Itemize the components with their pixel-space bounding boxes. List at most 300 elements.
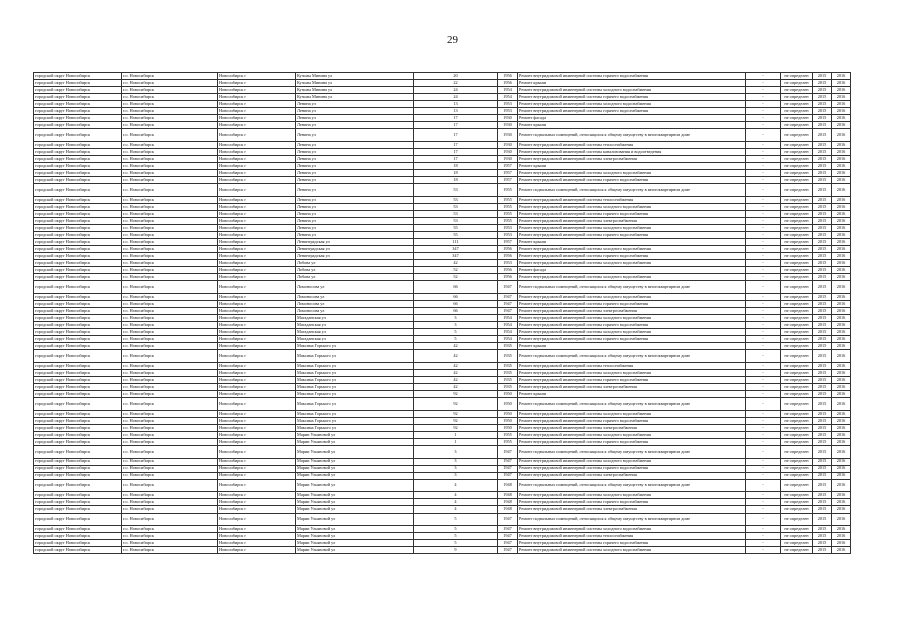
district-cell: г.о. Новосибирск — [122, 458, 218, 465]
end-year-cell: 2016 — [832, 308, 851, 315]
district-cell: г.о. Новосибирск — [122, 417, 218, 424]
work-type-cell: Ремонт внутридомовой инженерной системы горячего водоснабжения — [518, 417, 746, 424]
work-type-cell: Ремонт подвальных помещений, относящихся к общему имуществу в многоквартирном доме — [518, 184, 746, 197]
table-row — [34, 431, 851, 438]
contractor-cell: не определен — [781, 217, 813, 224]
table-row — [34, 281, 851, 294]
house-number-cell: 13 — [414, 101, 498, 108]
year-built-cell: 1930 — [498, 141, 518, 148]
municipality-cell: городской округ Новосибирск — [34, 362, 122, 369]
table-row — [34, 129, 851, 142]
municipality-cell: городской округ Новосибирск — [34, 492, 122, 499]
work-type-cell: Ремонт внутридомовой инженерной системы горячего водоснабжения — [518, 94, 746, 101]
start-year-cell: 2015 — [813, 315, 832, 322]
house-number-cell: 53 — [414, 184, 498, 197]
table-row — [34, 170, 851, 177]
start-year-cell: 2015 — [813, 246, 832, 253]
end-year-cell: 2016 — [832, 391, 851, 398]
end-year-cell: 2016 — [832, 301, 851, 308]
municipality-cell: городской округ Новосибирск — [34, 479, 122, 492]
year-built-cell: 1947 — [498, 446, 518, 459]
work-type-cell: Ремонт внутридомовой инженерной системы холодного водоснабжения — [518, 294, 746, 301]
contractor-cell: не определен — [781, 384, 813, 391]
year-built-cell: 1930 — [498, 129, 518, 142]
house-number-cell: 13 — [414, 108, 498, 115]
end-year-cell: 2016 — [832, 163, 851, 170]
contractor-cell: не определен — [781, 526, 813, 533]
street-cell: Ленина ул — [296, 129, 414, 142]
house-number-cell: 52 — [414, 267, 498, 274]
table-row — [34, 177, 851, 184]
municipality-cell: городской округ Новосибирск — [34, 513, 122, 526]
year-built-cell: 1947 — [498, 308, 518, 315]
contractor-cell: не определен — [781, 424, 813, 431]
start-year-cell: 2015 — [813, 370, 832, 377]
table-row — [34, 458, 851, 465]
table-row — [34, 87, 851, 94]
work-type-cell: Ремонт внутридомовой инженерной системы электроснабжения — [518, 506, 746, 513]
house-number-cell: 17 — [414, 122, 498, 129]
end-year-cell: 2016 — [832, 87, 851, 94]
district-cell: г.о. Новосибирск — [122, 336, 218, 343]
contractor-cell: не определен — [781, 141, 813, 148]
start-year-cell: 2015 — [813, 329, 832, 336]
cost-cell: - — [746, 184, 781, 197]
year-built-cell: 1947 — [498, 533, 518, 540]
contractor-cell: не определен — [781, 398, 813, 411]
municipality-cell: городской округ Новосибирск — [34, 438, 122, 445]
district-cell: г.о. Новосибирск — [122, 253, 218, 260]
contractor-cell: не определен — [781, 177, 813, 184]
end-year-cell: 2016 — [832, 196, 851, 203]
start-year-cell: 2015 — [813, 479, 832, 492]
start-year-cell: 2015 — [813, 336, 832, 343]
municipality-cell: городской округ Новосибирск — [34, 163, 122, 170]
work-type-cell: Ремонт внутридомовой инженерной системы теплоснабжения — [518, 141, 746, 148]
house-number-cell: 24 — [414, 87, 498, 94]
cost-cell: - — [746, 398, 781, 411]
end-year-cell: 2016 — [832, 533, 851, 540]
end-year-cell: 2016 — [832, 210, 851, 217]
cost-cell: - — [746, 267, 781, 274]
cost-cell: - — [746, 253, 781, 260]
street-cell: Ленина ул — [296, 163, 414, 170]
city-cell: Новосибирск г — [218, 513, 296, 526]
cost-cell: - — [746, 246, 781, 253]
city-cell: Новосибирск г — [218, 322, 296, 329]
street-cell: Марии Ульяновой ул — [296, 526, 414, 533]
start-year-cell: 2015 — [813, 80, 832, 87]
year-built-cell: 1954 — [498, 87, 518, 94]
end-year-cell: 2016 — [832, 232, 851, 239]
cost-cell: - — [746, 101, 781, 108]
city-cell: Новосибирск г — [218, 115, 296, 122]
start-year-cell: 2015 — [813, 410, 832, 417]
end-year-cell: 2016 — [832, 315, 851, 322]
city-cell: Новосибирск г — [218, 232, 296, 239]
cost-cell: - — [746, 499, 781, 506]
end-year-cell: 2016 — [832, 149, 851, 156]
house-number-cell: 66 — [414, 281, 498, 294]
table-row — [34, 294, 851, 301]
street-cell: Марии Ульяновой ул — [296, 446, 414, 459]
year-built-cell: 1953 — [498, 232, 518, 239]
district-cell: г.о. Новосибирск — [122, 315, 218, 322]
street-cell: Марии Ульяновой ул — [296, 492, 414, 499]
start-year-cell: 2015 — [813, 129, 832, 142]
district-cell: г.о. Новосибирск — [122, 115, 218, 122]
district-cell: г.о. Новосибирск — [122, 94, 218, 101]
work-type-cell: Ремонт подвальных помещений, относящихся к общему имуществу в многоквартирном доме — [518, 446, 746, 459]
street-cell: Максима Горького ул — [296, 410, 414, 417]
table-row — [34, 479, 851, 492]
cost-cell: - — [746, 163, 781, 170]
contractor-cell: не определен — [781, 513, 813, 526]
city-cell: Новосибирск г — [218, 350, 296, 363]
table-row — [34, 391, 851, 398]
year-built-cell: 1950 — [498, 424, 518, 431]
street-cell: Марии Ульяновой ул — [296, 540, 414, 547]
start-year-cell: 2015 — [813, 465, 832, 472]
house-number-cell: 18 — [414, 177, 498, 184]
cost-cell: - — [746, 526, 781, 533]
work-type-cell: Ремонт внутридомовой инженерной системы холодного водоснабжения — [518, 260, 746, 267]
municipality-cell: городской округ Новосибирск — [34, 122, 122, 129]
year-built-cell: 1947 — [498, 458, 518, 465]
city-cell: Новосибирск г — [218, 336, 296, 343]
start-year-cell: 2015 — [813, 217, 832, 224]
start-year-cell: 2015 — [813, 122, 832, 129]
start-year-cell: 2015 — [813, 203, 832, 210]
work-type-cell: Ремонт подвальных помещений, относящихся к общему имуществу в многоквартирном доме — [518, 513, 746, 526]
district-cell: г.о. Новосибирск — [122, 547, 218, 554]
street-cell: Максима Горького ул — [296, 370, 414, 377]
district-cell: г.о. Новосибирск — [122, 308, 218, 315]
district-cell: г.о. Новосибирск — [122, 540, 218, 547]
work-type-cell: Ремонт внутридомовой инженерной системы горячего водоснабжения — [518, 253, 746, 260]
district-cell: г.о. Новосибирск — [122, 329, 218, 336]
contractor-cell: не определен — [781, 540, 813, 547]
work-type-cell: Ремонт внутридомовой инженерной системы электроснабжения — [518, 384, 746, 391]
start-year-cell: 2015 — [813, 301, 832, 308]
table-row — [34, 301, 851, 308]
district-cell: г.о. Новосибирск — [122, 260, 218, 267]
work-type-cell: Ремонт внутридомовой инженерной системы электроснабжения — [518, 424, 746, 431]
contractor-cell: не определен — [781, 499, 813, 506]
work-type-cell: Ремонт внутридомовой инженерной системы теплоснабжения — [518, 362, 746, 369]
year-built-cell: 1955 — [498, 210, 518, 217]
cost-cell: - — [746, 391, 781, 398]
cost-cell: - — [746, 149, 781, 156]
start-year-cell: 2015 — [813, 343, 832, 350]
end-year-cell: 2016 — [832, 417, 851, 424]
city-cell: Новосибирск г — [218, 163, 296, 170]
house-number-cell: 92 — [414, 410, 498, 417]
table-row — [34, 472, 851, 479]
cost-cell: - — [746, 513, 781, 526]
house-number-cell: 66 — [414, 301, 498, 308]
house-number-cell: 1 — [414, 431, 498, 438]
contractor-cell: не определен — [781, 170, 813, 177]
table-row — [34, 274, 851, 281]
municipality-cell: городской округ Новосибирск — [34, 384, 122, 391]
year-built-cell: 1935 — [498, 377, 518, 384]
end-year-cell: 2016 — [832, 246, 851, 253]
district-cell: г.о. Новосибирск — [122, 217, 218, 224]
street-cell: Марии Ульяновой ул — [296, 438, 414, 445]
house-number-cell: 4 — [414, 479, 498, 492]
start-year-cell: 2015 — [813, 87, 832, 94]
contractor-cell: не определен — [781, 362, 813, 369]
end-year-cell: 2016 — [832, 343, 851, 350]
house-number-cell: 5 — [414, 329, 498, 336]
work-type-cell: Ремонт крыши — [518, 122, 746, 129]
work-type-cell: Ремонт внутридомовой инженерной системы горячего водоснабжения — [518, 108, 746, 115]
cost-cell: - — [746, 210, 781, 217]
street-cell: Кузьмы Минина ул — [296, 73, 414, 80]
start-year-cell: 2015 — [813, 533, 832, 540]
year-built-cell: 1953 — [498, 225, 518, 232]
street-cell: Марии Ульяновой ул — [296, 465, 414, 472]
year-built-cell: 1947 — [498, 465, 518, 472]
cost-cell: - — [746, 465, 781, 472]
work-type-cell: Ремонт внутридомовой инженерной системы холодного водоснабжения — [518, 101, 746, 108]
city-cell: Новосибирск г — [218, 149, 296, 156]
cost-cell: - — [746, 362, 781, 369]
table-row — [34, 526, 851, 533]
table-row — [34, 115, 851, 122]
start-year-cell: 2015 — [813, 260, 832, 267]
end-year-cell: 2016 — [832, 156, 851, 163]
street-cell: Ленинградская ул — [296, 253, 414, 260]
end-year-cell: 2016 — [832, 329, 851, 336]
cost-cell: - — [746, 446, 781, 459]
year-built-cell: 1950 — [498, 410, 518, 417]
district-cell: г.о. Новосибирск — [122, 170, 218, 177]
table-row — [34, 329, 851, 336]
street-cell: Максима Горького ул — [296, 384, 414, 391]
municipality-cell: городской округ Новосибирск — [34, 391, 122, 398]
contractor-cell: не определен — [781, 446, 813, 459]
start-year-cell: 2015 — [813, 281, 832, 294]
municipality-cell: городской округ Новосибирск — [34, 526, 122, 533]
table-row — [34, 362, 851, 369]
city-cell: Новосибирск г — [218, 308, 296, 315]
city-cell: Новосибирск г — [218, 101, 296, 108]
work-type-cell: Ремонт внутридомовой инженерной системы холодного водоснабжения — [518, 203, 746, 210]
year-built-cell: 1948 — [498, 492, 518, 499]
start-year-cell: 2015 — [813, 101, 832, 108]
table-row — [34, 377, 851, 384]
street-cell: Максима Горького ул — [296, 398, 414, 411]
city-cell: Новосибирск г — [218, 465, 296, 472]
start-year-cell: 2015 — [813, 506, 832, 513]
district-cell: г.о. Новосибирск — [122, 274, 218, 281]
city-cell: Новосибирск г — [218, 267, 296, 274]
year-built-cell: 1947 — [498, 294, 518, 301]
cost-cell: - — [746, 232, 781, 239]
table-body — [34, 73, 851, 554]
district-cell: г.о. Новосибирск — [122, 377, 218, 384]
street-cell: Ломоносова ул — [296, 308, 414, 315]
municipality-cell: городской округ Новосибирск — [34, 533, 122, 540]
street-cell: Ленина ул — [296, 108, 414, 115]
end-year-cell: 2016 — [832, 73, 851, 80]
city-cell: Новосибирск г — [218, 417, 296, 424]
street-cell: Лобова ул — [296, 260, 414, 267]
work-type-cell: Ремонт внутридомовой инженерной системы холодного водоснабжения — [518, 526, 746, 533]
contractor-cell: не определен — [781, 225, 813, 232]
district-cell: г.о. Новосибирск — [122, 492, 218, 499]
cost-cell: - — [746, 540, 781, 547]
table-row — [34, 80, 851, 87]
table-row — [34, 217, 851, 224]
street-cell: Марии Ульяновой ул — [296, 472, 414, 479]
year-built-cell: 1950 — [498, 398, 518, 411]
street-cell: Ленина ул — [296, 203, 414, 210]
work-type-cell: Ремонт внутридомовой инженерной системы горячего водоснабжения — [518, 301, 746, 308]
street-cell: Магаданская ул — [296, 322, 414, 329]
year-built-cell: 1947 — [498, 547, 518, 554]
table-row — [34, 203, 851, 210]
house-number-cell: 17 — [414, 115, 498, 122]
contractor-cell: не определен — [781, 294, 813, 301]
end-year-cell: 2016 — [832, 513, 851, 526]
contractor-cell: не определен — [781, 329, 813, 336]
contractor-cell: не определен — [781, 156, 813, 163]
year-built-cell: 1948 — [498, 499, 518, 506]
table-row — [34, 122, 851, 129]
contractor-cell: не определен — [781, 80, 813, 87]
cost-cell: - — [746, 492, 781, 499]
cost-cell: - — [746, 203, 781, 210]
year-built-cell: 1953 — [498, 101, 518, 108]
year-built-cell: 1948 — [498, 506, 518, 513]
municipality-cell: городской округ Новосибирск — [34, 141, 122, 148]
end-year-cell: 2016 — [832, 294, 851, 301]
page-number: 29 — [447, 34, 458, 46]
table-row — [34, 108, 851, 115]
municipality-cell: городской округ Новосибирск — [34, 350, 122, 363]
work-type-cell: Ремонт внутридомовой инженерной системы горячего водоснабжения — [518, 177, 746, 184]
district-cell: г.о. Новосибирск — [122, 122, 218, 129]
end-year-cell: 2016 — [832, 362, 851, 369]
house-number-cell: 1 — [414, 438, 498, 445]
city-cell: Новосибирск г — [218, 210, 296, 217]
municipality-cell: городской округ Новосибирск — [34, 410, 122, 417]
table-row — [34, 260, 851, 267]
start-year-cell: 2015 — [813, 350, 832, 363]
contractor-cell: не определен — [781, 246, 813, 253]
municipality-cell: городской округ Новосибирск — [34, 80, 122, 87]
street-cell: Ломоносова ул — [296, 294, 414, 301]
municipality-cell: городской округ Новосибирск — [34, 225, 122, 232]
street-cell: Лобова ул — [296, 274, 414, 281]
street-cell: Ленина ул — [296, 225, 414, 232]
street-cell: Ломоносова ул — [296, 281, 414, 294]
start-year-cell: 2015 — [813, 73, 832, 80]
house-number-cell: 66 — [414, 308, 498, 315]
year-built-cell: 1935 — [498, 384, 518, 391]
house-number-cell: 5 — [414, 526, 498, 533]
house-number-cell: 3 — [414, 446, 498, 459]
municipality-cell: городской округ Новосибирск — [34, 446, 122, 459]
start-year-cell: 2015 — [813, 540, 832, 547]
municipality-cell: городской округ Новосибирск — [34, 417, 122, 424]
street-cell: Ленина ул — [296, 217, 414, 224]
contractor-cell: не определен — [781, 492, 813, 499]
work-type-cell: Ремонт внутридомовой инженерной системы холодного водоснабжения — [518, 492, 746, 499]
work-type-cell: Ремонт внутридомовой инженерной системы холодного водоснабжения — [518, 547, 746, 554]
table-row — [34, 184, 851, 197]
district-cell: г.о. Новосибирск — [122, 225, 218, 232]
street-cell: Ленина ул — [296, 149, 414, 156]
table-row — [34, 253, 851, 260]
city-cell: Новосибирск г — [218, 384, 296, 391]
house-number-cell: 17 — [414, 156, 498, 163]
table-row — [34, 513, 851, 526]
cost-cell: - — [746, 506, 781, 513]
work-type-cell: Ремонт внутридомовой инженерной системы холодного водоснабжения — [518, 315, 746, 322]
city-cell: Новосибирск г — [218, 122, 296, 129]
house-number-cell: 53 — [414, 217, 498, 224]
work-type-cell: Ремонт подвальных помещений, относящихся к общему имуществу в многоквартирном доме — [518, 398, 746, 411]
municipality-cell: городской округ Новосибирск — [34, 203, 122, 210]
municipality-cell: городской округ Новосибирск — [34, 465, 122, 472]
city-cell: Новосибирск г — [218, 239, 296, 246]
table-row — [34, 446, 851, 459]
cost-cell: - — [746, 73, 781, 80]
municipality-cell: городской округ Новосибирск — [34, 156, 122, 163]
street-cell: Ленина ул — [296, 122, 414, 129]
table-row — [34, 156, 851, 163]
house-number-cell: 55 — [414, 232, 498, 239]
end-year-cell: 2016 — [832, 377, 851, 384]
district-cell: г.о. Новосибирск — [122, 177, 218, 184]
house-number-cell: 55 — [414, 225, 498, 232]
house-number-cell: 111 — [414, 239, 498, 246]
year-built-cell: 1930 — [498, 115, 518, 122]
end-year-cell: 2016 — [832, 336, 851, 343]
cost-cell: - — [746, 217, 781, 224]
year-built-cell: 1935 — [498, 343, 518, 350]
cost-cell: - — [746, 260, 781, 267]
table-row — [34, 141, 851, 148]
cost-cell: - — [746, 431, 781, 438]
work-type-cell: Ремонт фасада — [518, 115, 746, 122]
work-type-cell: Ремонт крыши — [518, 239, 746, 246]
district-cell: г.о. Новосибирск — [122, 232, 218, 239]
start-year-cell: 2015 — [813, 253, 832, 260]
cost-cell: - — [746, 384, 781, 391]
start-year-cell: 2015 — [813, 210, 832, 217]
district-cell: г.о. Новосибирск — [122, 472, 218, 479]
start-year-cell: 2015 — [813, 417, 832, 424]
street-cell: Марии Ульяновой ул — [296, 431, 414, 438]
end-year-cell: 2016 — [832, 217, 851, 224]
district-cell: г.о. Новосибирск — [122, 73, 218, 80]
end-year-cell: 2016 — [832, 225, 851, 232]
city-cell: Новосибирск г — [218, 410, 296, 417]
cost-cell: - — [746, 424, 781, 431]
cost-cell: - — [746, 377, 781, 384]
street-cell: Ленина ул — [296, 141, 414, 148]
street-cell: Максима Горького ул — [296, 377, 414, 384]
end-year-cell: 2016 — [832, 177, 851, 184]
start-year-cell: 2015 — [813, 232, 832, 239]
start-year-cell: 2015 — [813, 225, 832, 232]
work-type-cell: Ремонт внутридомовой инженерной системы холодного водоснабжения — [518, 170, 746, 177]
